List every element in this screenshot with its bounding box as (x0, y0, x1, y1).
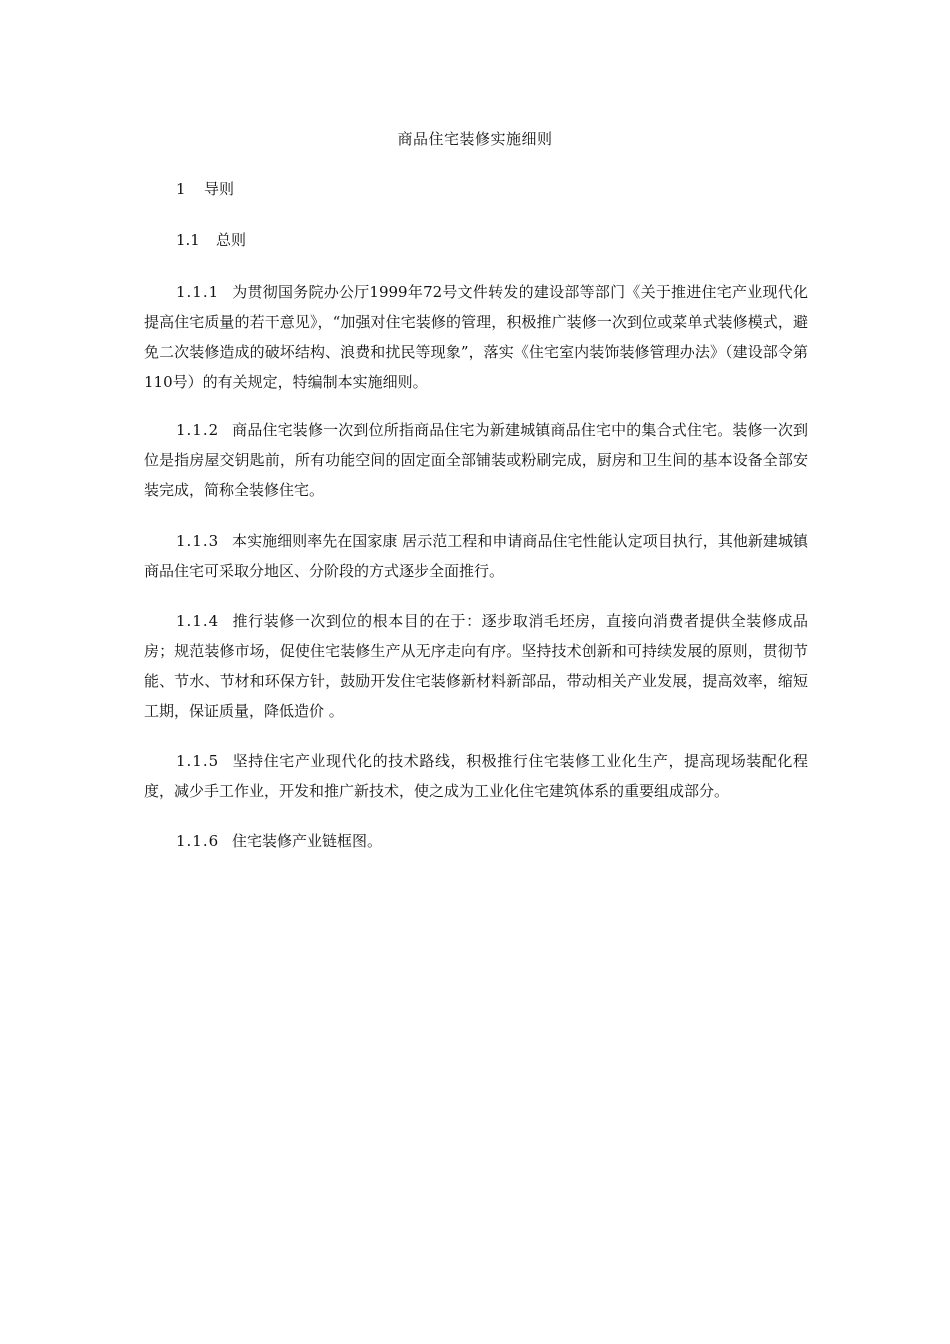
clause-1-1-1 (144, 277, 808, 397)
clause-text: 为贯彻国务院办公厅1999年72号文件转发的建设部等部门《关于推进住宅产业现代化提高住宅质量的若干意见》，“加强对住宅装修的管理，积极推广装修一次到位或菜单式装修模式，避免二次装修造成的破坏结构、浪费和扰民等现象”，落实《住宅室内装饰装修管理办法》（建设部令第110号）的有关规定，特编制本实施细则。 (144, 283, 808, 391)
clause-text: 推行装修一次到位的根本目的在于：逐步取消毛坯房，直接向消费者提供全装修成品房；规范装修市场，促使住宅装修生产从无序走向有序。坚持技术创新和可持续发展的原则，贯彻节能、节水、节材和环保方针，鼓励开发住宅装修新材料新部品，带动相关产业发展，提高效率，缩短工期，保证质量，降低造价 。 (144, 612, 808, 720)
clause-1-1-6 (144, 826, 808, 856)
section-heading-1 (176, 178, 234, 200)
clause-text: 住宅装修产业链框图。 (232, 832, 383, 850)
clause-1-1-4 (144, 606, 808, 726)
section-title: 总则 (216, 231, 247, 249)
section-heading-1-1 (176, 229, 246, 251)
clause-number: 1.1.5 (176, 752, 220, 770)
clause-number: 1.1.4 (176, 612, 220, 630)
clause-1-1-5 (144, 746, 808, 806)
clause-1-1-2 (144, 415, 808, 505)
section-number: 1 (176, 180, 186, 198)
clause-text: 商品住宅装修一次到位所指商品住宅为新建城镇商品住宅中的集合式住宅。装修一次到位是指房屋交钥匙前，所有功能空间的固定面全部铺装或粉刷完成，厨房和卫生间的基本设备全部安装完成，简称全装修住宅。 (144, 421, 808, 499)
clause-number: 1.1.3 (176, 532, 220, 550)
clause-number: 1.1.6 (176, 832, 220, 850)
document-title: 商品住宅装修实施细则 (397, 130, 553, 148)
clause-text: 坚持住宅产业现代化的技术路线，积极推行住宅装修工业化生产，提高现场装配化程度，减少手工作业，开发和推广新技术，使之成为工业化住宅建筑体系的重要组成部分。 (144, 752, 808, 800)
clause-number: 1.1.2 (176, 421, 220, 439)
section-title: 导则 (204, 180, 235, 198)
clause-text: 本实施细则率先在国家康 居示范工程和申请商品住宅性能认定项目执行，其他新建城镇商品住宅可采取分地区、分阶段的方式逐步全面推行。 (144, 532, 808, 580)
clause-1-1-3 (144, 526, 808, 586)
clause-number: 1.1.1 (176, 283, 220, 301)
section-number: 1.1 (176, 231, 200, 249)
